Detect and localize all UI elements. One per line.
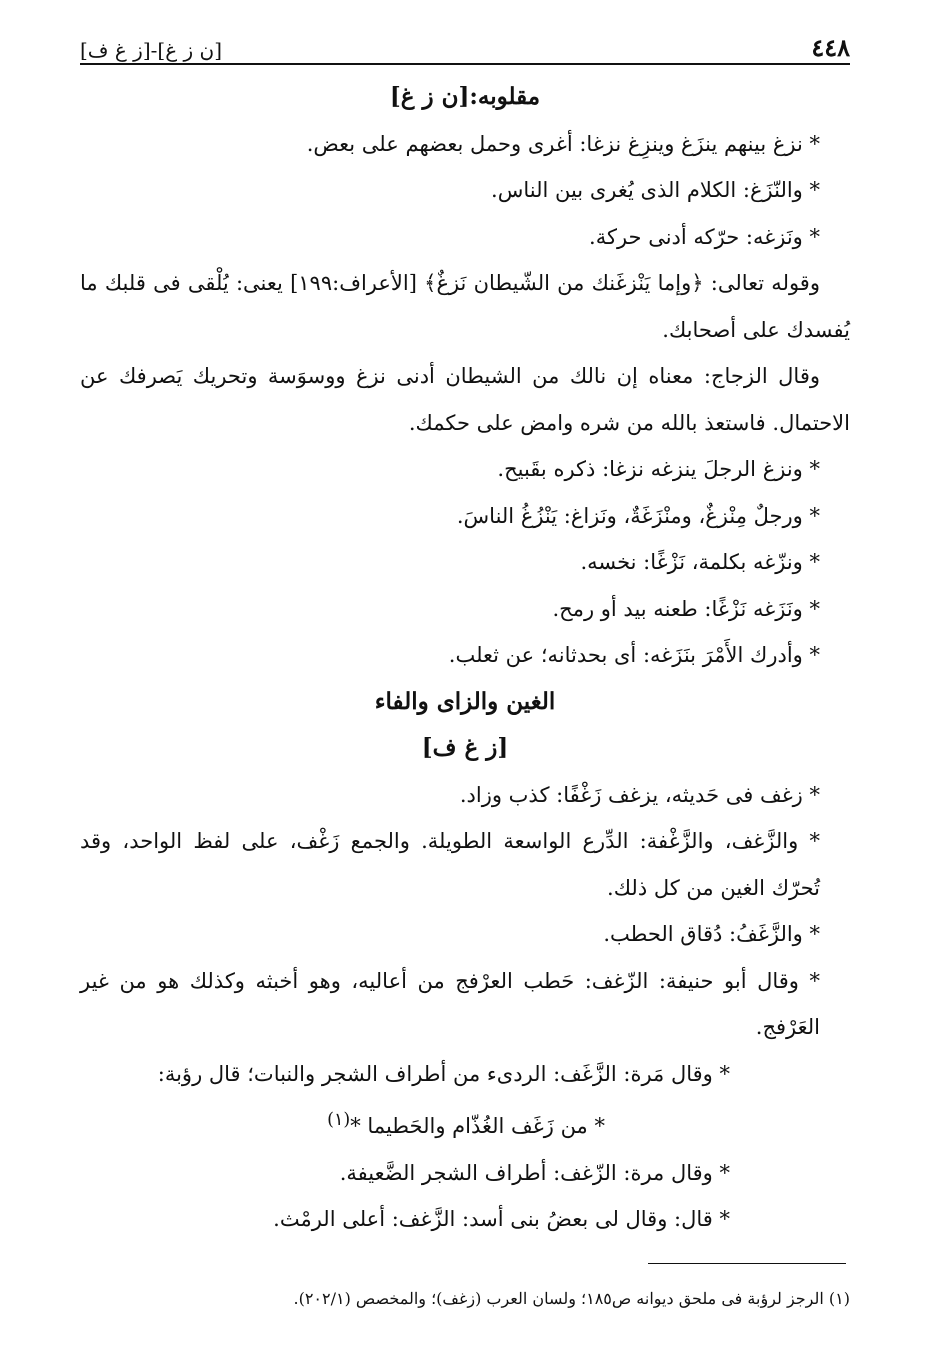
entry-text: ونزّغه بكلمة، نَزْغًا: نخسه. — [580, 550, 803, 574]
entry — [80, 586, 850, 633]
bullet-star-icon: * — [350, 1114, 361, 1138]
bullet-star-icon: * — [809, 550, 820, 574]
running-head: [ن ز غ]-[ز غ ف] — [80, 38, 223, 62]
root-heading: [ز غ ف] — [421, 734, 509, 761]
page-header — [80, 22, 850, 62]
bullet-star-icon: * — [809, 922, 820, 946]
entry-text: والنّزَغ: الكلام الذى يُغرى بين الناس. — [491, 178, 803, 202]
bullet-star-icon: * — [809, 178, 820, 202]
entry-text: والزَّغف، والزَّغْفة: الدِّرع الواسعة الطويلة. والجمع زَغْف، على لفظ الواحد، وقد تُحرّك الغين من كل ذلك. — [80, 829, 820, 900]
footnote-rule — [648, 1263, 846, 1264]
page-number: ٤٤٨ — [811, 33, 850, 62]
chapter-heading: الغين والزاى والفاء — [374, 687, 556, 715]
bullet-star-icon: * — [809, 503, 820, 528]
verse-line — [80, 1097, 850, 1150]
page-body — [80, 74, 850, 1243]
bullet-star-icon: * — [719, 1061, 730, 1086]
entry — [80, 214, 850, 261]
entry-text: ونَزَغه نَزْغًا: طعنه بيد أو رمح. — [552, 596, 803, 621]
bullet-star-icon: * — [719, 1160, 730, 1185]
entry — [80, 958, 850, 1051]
bullet-star-icon: * — [809, 224, 820, 249]
entry — [80, 539, 850, 586]
entry — [80, 446, 850, 493]
footnote: (١) الرجز لرؤبة فى ملحق ديوانه ص١٨٥؛ ولسان العرب (زغف)؛ والمخصص (٢٠٢/١). — [293, 1289, 850, 1308]
entry-text: ونَزغه: حرّكه أدنى حركة. — [589, 224, 803, 249]
bullet-star-icon: * — [594, 1114, 605, 1138]
bullet-star-icon: * — [809, 596, 820, 621]
entry-text: قال: وقال لى بعضُ بنى أسد: الزَّغف: أعلى الرمْث. — [273, 1207, 713, 1231]
header-rule — [80, 63, 850, 65]
entry — [80, 1196, 850, 1243]
entry-text: والزَّغَفُ: دُقاق الحطب. — [603, 922, 803, 946]
bullet-star-icon: * — [809, 643, 820, 667]
entry-text: ونزغ الرجلَ ينزغه نزغا: ذكره بقَبيح. — [497, 457, 803, 481]
entry — [80, 493, 850, 540]
bullet-star-icon: * — [809, 782, 820, 807]
section-heading: مقلوبه:[ن ز غ] — [389, 83, 541, 110]
entry-text: ورجلٌ مِنْزغٌ، ومنْزَغَةٌ، ونَزاغ: يَنْزُغُ الناسَ. — [456, 503, 803, 528]
bullet-star-icon: * — [719, 1207, 730, 1231]
entry — [80, 818, 850, 911]
entry-text: نزغ بينهم ينزَغ وينزِغ نزغا: أغرى وحمل بعضهم على بعض. — [306, 131, 803, 156]
paragraph: وقوله تعالى: ﴿وإما يَنْزغَنك من الشّيطان نَزغٌ﴾ [الأعراف:١٩٩] يعنى: يُلْقى فى قلبك ما يُفسدك على أصحابك. — [80, 271, 850, 342]
bullet-star-icon: * — [809, 829, 820, 853]
bullet-star-icon: * — [809, 968, 820, 993]
entry-text: زغف فى حَديثه، يزغف زَغْفًا: كذب وزاد. — [459, 782, 803, 807]
entry — [80, 772, 850, 819]
entry — [80, 121, 850, 168]
paragraph: وقال الزجاج: معناه إن نالك من الشيطان أدنى نزغ ووسوَسة وتحريك يَصرفك عن الاحتمال. فاستعذ بالله من شره وامض على حكمك. — [80, 364, 850, 435]
entry-text: وقال مَرة: الزَّغَف: الردىء من أطراف الشجر والنبات؛ قال رؤبة: — [157, 1061, 713, 1086]
entry-text: وقال أبو حنيفة: الزّغف: حَطب العرْفج من أعاليه، وهو أخبثه وكذلك هو من غير العَرْفج. — [80, 968, 820, 1039]
entry-text: وأدرك الأَمْرَ بنَزَغه: أى بحدثانه؛ عن ثعلب. — [448, 643, 803, 667]
entry — [80, 911, 850, 958]
verse-text: من زَغَف الغُذّام والحَطيما — [367, 1114, 588, 1138]
entry — [80, 167, 850, 214]
entry-text: وقال مرة: الزّغف: أطراف الشجر الضَّعيفة. — [339, 1160, 713, 1185]
footnote-marker: (١) — [327, 1110, 351, 1130]
entry — [80, 632, 850, 679]
entry — [80, 1150, 850, 1197]
bullet-star-icon: * — [809, 457, 820, 481]
entry — [80, 1051, 850, 1098]
bullet-star-icon: * — [809, 131, 820, 156]
